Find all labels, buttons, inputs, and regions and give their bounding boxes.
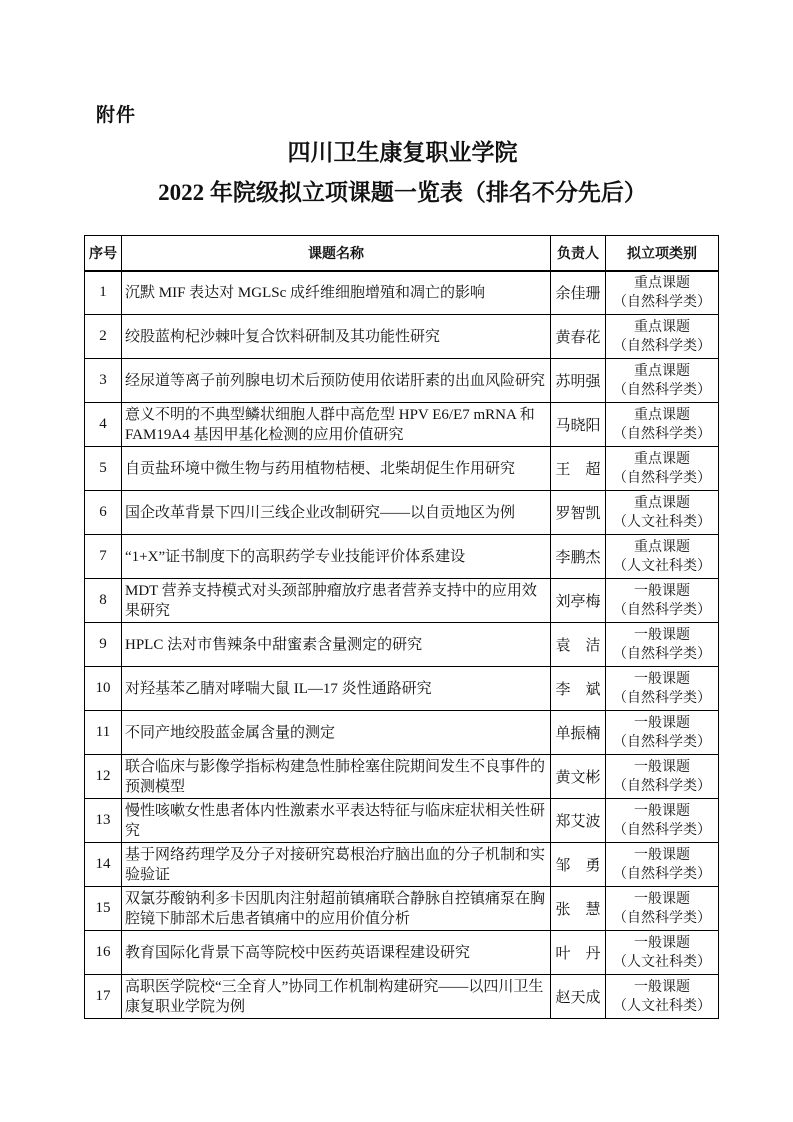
project-title-cell: 基于网络药理学及分子对接研究葛根治疗脑出血的分子机制和实验验证	[122, 843, 551, 887]
category-class: （人文社科类）	[613, 954, 711, 970]
header-cell-leader: 负责人	[551, 236, 606, 271]
header-row	[85, 236, 719, 271]
category-type: 重点课题	[634, 363, 690, 379]
project-title-cell: 不同产地绞股蓝金属含量的测定	[122, 711, 551, 755]
project-title-cell: 教育国际化背景下高等院校中医药英语课程建设研究	[122, 931, 551, 975]
table-row	[85, 755, 719, 799]
category-type: 一般课题	[634, 935, 690, 951]
category-type: 重点课题	[634, 275, 690, 291]
row-number-cell: 15	[85, 887, 122, 931]
row-number-cell: 13	[85, 799, 122, 843]
header-cell-category: 拟立项类别	[606, 236, 719, 271]
project-title-cell: 高职医学院校“三全育人”协同工作机制构建研究——以四川卫生康复职业学院为例	[122, 975, 551, 1019]
project-category-cell	[606, 579, 719, 623]
table-row	[85, 667, 719, 711]
project-category-cell	[606, 403, 719, 447]
project-category-cell	[606, 271, 719, 315]
table-row	[85, 491, 719, 535]
project-leader-cell: 黄春花	[551, 315, 606, 359]
category-type: 一般课题	[634, 759, 690, 775]
row-number-cell: 6	[85, 491, 122, 535]
project-title-cell: 双氯芬酸钠利多卡因肌肉注射超前镇痛联合静脉自控镇痛泵在胸腔镜下肺部术后患者镇痛中的应用价值分析	[122, 887, 551, 931]
project-title-cell: “1+X”证书制度下的高职药学专业技能评价体系建设	[122, 535, 551, 579]
table-row	[85, 887, 719, 931]
category-class: （自然科学类）	[613, 646, 711, 662]
project-category-cell	[606, 799, 719, 843]
category-class: （自然科学类）	[613, 866, 711, 882]
row-number-cell: 10	[85, 667, 122, 711]
category-type: 一般课题	[634, 891, 690, 907]
project-title-cell: 慢性咳嗽女性患者体内性激素水平表达特征与临床症状相关性研究	[122, 799, 551, 843]
project-category-cell	[606, 975, 719, 1019]
row-number-cell: 12	[85, 755, 122, 799]
row-number-cell: 11	[85, 711, 122, 755]
project-category-cell	[606, 315, 719, 359]
projects-table	[84, 235, 719, 1019]
category-class: （自然科学类）	[613, 778, 711, 794]
title-block	[84, 138, 721, 208]
project-title-cell: HPLC 法对市售辣条中甜蜜素含量测定的研究	[122, 623, 551, 667]
row-number-cell: 9	[85, 623, 122, 667]
table-row	[85, 975, 719, 1019]
table-row	[85, 843, 719, 887]
project-leader-cell: 邹 勇	[551, 843, 606, 887]
category-class: （自然科学类）	[613, 470, 711, 486]
header-cell-title: 课题名称	[122, 236, 551, 271]
category-class: （人文社科类）	[613, 998, 711, 1014]
category-class: （自然科学类）	[613, 602, 711, 618]
category-type: 重点课题	[634, 539, 690, 555]
table-row	[85, 447, 719, 491]
table-row	[85, 711, 719, 755]
category-class: （自然科学类）	[613, 382, 711, 398]
project-title-cell: MDT 营养支持模式对头颈部肿瘤放疗患者营养支持中的应用效果研究	[122, 579, 551, 623]
project-title-cell: 联合临床与影像学指标构建急性肺栓塞住院期间发生不良事件的预测模型	[122, 755, 551, 799]
category-type: 重点课题	[634, 495, 690, 511]
table-row	[85, 799, 719, 843]
row-number-cell: 1	[85, 271, 122, 315]
project-leader-cell: 叶 丹	[551, 931, 606, 975]
project-category-cell	[606, 447, 719, 491]
project-category-cell	[606, 843, 719, 887]
project-title-cell: 自贡盐环境中微生物与药用植物桔梗、北柴胡促生作用研究	[122, 447, 551, 491]
project-title-cell: 国企改革背景下四川三线企业改制研究——以自贡地区为例	[122, 491, 551, 535]
project-title-cell: 对羟基苯乙腈对哮喘大鼠 IL—17 炎性通路研究	[122, 667, 551, 711]
table-body	[85, 271, 719, 1019]
category-type: 重点课题	[634, 319, 690, 335]
category-class: （自然科学类）	[613, 734, 711, 750]
category-type: 重点课题	[634, 407, 690, 423]
row-number-cell: 16	[85, 931, 122, 975]
project-category-cell	[606, 359, 719, 403]
project-leader-cell: 刘亭梅	[551, 579, 606, 623]
project-leader-cell: 马晓阳	[551, 403, 606, 447]
attachment-label: 附件	[96, 105, 137, 126]
category-class: （自然科学类）	[613, 338, 711, 354]
category-type: 一般课题	[634, 583, 690, 599]
row-number-cell: 14	[85, 843, 122, 887]
category-type: 重点课题	[634, 451, 690, 467]
row-number-cell: 17	[85, 975, 122, 1019]
row-number-cell: 8	[85, 579, 122, 623]
project-category-cell	[606, 623, 719, 667]
project-leader-cell: 李鹏杰	[551, 535, 606, 579]
category-type: 一般课题	[634, 715, 690, 731]
project-leader-cell: 单振楠	[551, 711, 606, 755]
project-leader-cell: 苏明强	[551, 359, 606, 403]
page-subtitle: 2022 年院级拟立项课题一览表（排名不分先后）	[158, 180, 647, 205]
category-class: （自然科学类）	[613, 690, 711, 706]
category-class: （自然科学类）	[613, 294, 711, 310]
category-class: （人文社科类）	[613, 558, 711, 574]
category-class: （自然科学类）	[613, 910, 711, 926]
table-row	[85, 315, 719, 359]
project-category-cell	[606, 711, 719, 755]
category-type: 一般课题	[634, 979, 690, 995]
project-leader-cell: 张 慧	[551, 887, 606, 931]
project-leader-cell: 罗智凯	[551, 491, 606, 535]
row-number-cell: 5	[85, 447, 122, 491]
category-type: 一般课题	[634, 671, 690, 687]
project-leader-cell: 袁 洁	[551, 623, 606, 667]
category-type: 一般课题	[634, 847, 690, 863]
project-leader-cell: 郑艾波	[551, 799, 606, 843]
table-row	[85, 535, 719, 579]
category-class: （人文社科类）	[613, 514, 711, 530]
project-title-cell: 绞股蓝枸杞沙棘叶复合饮料研制及其功能性研究	[122, 315, 551, 359]
project-leader-cell: 赵天成	[551, 975, 606, 1019]
category-class: （自然科学类）	[613, 426, 711, 442]
table-row	[85, 623, 719, 667]
row-number-cell: 7	[85, 535, 122, 579]
page-title: 四川卫生康复职业学院	[287, 140, 518, 165]
row-number-cell: 2	[85, 315, 122, 359]
project-category-cell	[606, 755, 719, 799]
project-leader-cell: 王 超	[551, 447, 606, 491]
table-row	[85, 931, 719, 975]
project-category-cell	[606, 887, 719, 931]
table-row	[85, 579, 719, 623]
project-title-cell: 意义不明的不典型鳞状细胞人群中高危型 HPV E6/E7 mRNA 和 FAM19A4 基因甲基化检测的应用价值研究	[122, 403, 551, 447]
table-header	[85, 236, 719, 271]
project-category-cell	[606, 667, 719, 711]
category-class: （自然科学类）	[613, 822, 711, 838]
project-title-cell: 经尿道等离子前列腺电切术后预防使用依诺肝素的出血风险研究	[122, 359, 551, 403]
category-type: 一般课题	[634, 803, 690, 819]
project-leader-cell: 黄文彬	[551, 755, 606, 799]
project-category-cell	[606, 491, 719, 535]
project-category-cell	[606, 931, 719, 975]
project-title-cell: 沉默 MIF 表达对 MGLSc 成纤维细胞增殖和凋亡的影响	[122, 271, 551, 315]
project-leader-cell: 余佳珊	[551, 271, 606, 315]
project-leader-cell: 李 斌	[551, 667, 606, 711]
header-cell-no: 序号	[85, 236, 122, 271]
table-row	[85, 271, 719, 315]
table-row	[85, 359, 719, 403]
row-number-cell: 4	[85, 403, 122, 447]
row-number-cell: 3	[85, 359, 122, 403]
table-row	[85, 403, 719, 447]
category-type: 一般课题	[634, 627, 690, 643]
project-category-cell	[606, 535, 719, 579]
